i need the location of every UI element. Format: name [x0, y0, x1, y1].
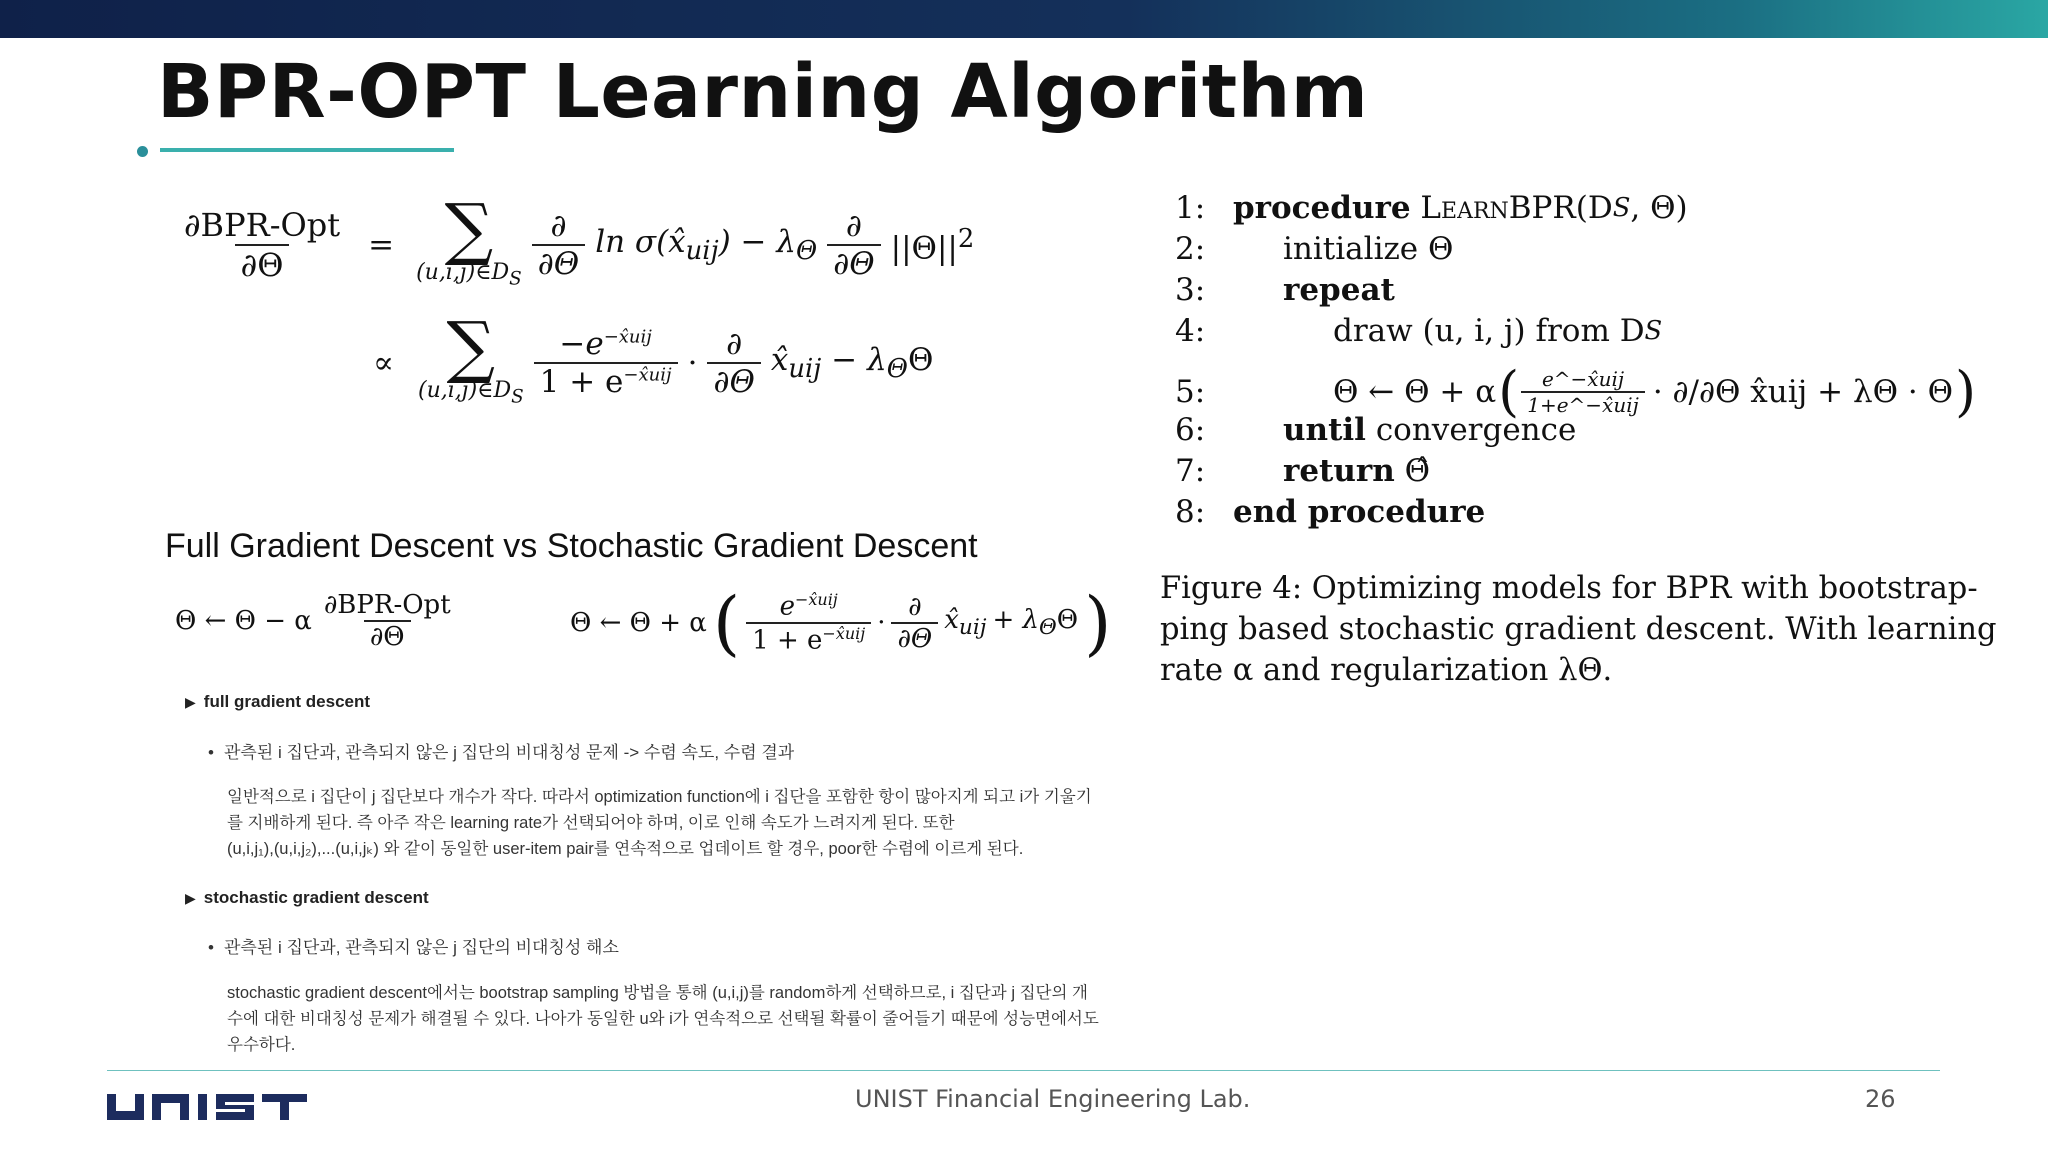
- theta-tail: Θ: [907, 341, 934, 378]
- partial-num-3: ∂: [726, 325, 743, 362]
- sgd-num-sup: −x̂uij: [794, 590, 838, 610]
- partial-den-3: ∂Θ: [707, 362, 760, 400]
- sgd-tail: [993, 605, 1079, 640]
- algo-num-5: 5:: [1175, 373, 1206, 410]
- algo-line-4: [1175, 313, 1662, 349]
- algo-num-6: 6:: [1175, 412, 1206, 448]
- footer-divider: [107, 1070, 1940, 1071]
- sgd-tail-theta: Θ: [1056, 605, 1079, 636]
- figure-caption: [1160, 568, 1997, 691]
- full-update-num: ∂BPR-Opt: [323, 590, 451, 620]
- full-gd-paragraph: [227, 784, 1187, 862]
- algo-line-2: [1175, 231, 1453, 267]
- algo-num-3: 3:: [1175, 272, 1206, 308]
- sgd-x-sub: uij: [958, 615, 987, 641]
- algo-line-6: [1175, 412, 1576, 448]
- x-hat-term: [771, 342, 821, 384]
- sgd-partial-den: ∂Θ: [891, 622, 938, 654]
- sum-index-sub: S: [509, 268, 522, 290]
- sgd-dot: ·: [877, 608, 886, 638]
- title-underline: [160, 148, 454, 152]
- algo-draw-sub: S: [1644, 316, 1663, 346]
- gradient-equation: [178, 190, 1078, 440]
- sgd-point: [208, 933, 619, 958]
- sum-index: (u,i,j)∈D: [416, 260, 510, 285]
- sgd-partial-num: ∂: [908, 592, 922, 622]
- algo-update-lhs: Θ ← Θ + α: [1333, 373, 1497, 410]
- norm-sup: 2: [957, 223, 975, 254]
- sgd-x-hat: [944, 605, 986, 640]
- sgd-para-line-3: 우수하다.: [227, 1036, 296, 1054]
- minus-lambda: ) − λ: [718, 223, 797, 260]
- full-gd-label: full gradient descent: [203, 692, 371, 711]
- dot-bullet-icon: •: [208, 743, 214, 762]
- sgd-fraction: [746, 590, 871, 655]
- lambda-tail: [831, 342, 933, 384]
- algo-update-tail: · ∂/∂Θ x̂uij + λΘ · Θ: [1652, 373, 1953, 410]
- algo-num-7: 7:: [1175, 453, 1206, 489]
- caption-line-2: ping based stochastic gradient descent. With learning: [1160, 612, 1997, 647]
- sig-num-sup: −x̂uij: [603, 326, 652, 348]
- page-number: 26: [1865, 1085, 1896, 1113]
- partial-den: ∂Θ: [532, 244, 585, 282]
- algo-line-7: [1175, 453, 1430, 489]
- sgd-para-line-2: 수에 대한 비대칭성 문제가 해결될 수 있다. 나아가 동일한 u와 i가 연속적으로 선택될 확률이 줄어들기 때문에 성능면에서도: [227, 1010, 1099, 1028]
- partial-fraction-1: [532, 208, 585, 282]
- lhs-fraction: [178, 206, 346, 284]
- x-hat-sub: uij: [788, 353, 822, 384]
- full-gd-update-rule: [175, 590, 457, 652]
- triangle-bullet-icon: ▶: [185, 694, 196, 710]
- sig-den-sup: −x̂uij: [623, 364, 672, 386]
- sgd-tail-sub: Θ: [1039, 615, 1057, 641]
- sum-operator-1: ∑ $(u,i,j)\in D_S$: [416, 190, 522, 290]
- algo-update-fraction: [1521, 367, 1645, 417]
- full-gd-para-line-3: (u,i,j₁),(u,i,j₂),...(u,i,jₖ) 와 같이 동일한 user-item pair를 연속적으로 업데이트 할 경우, poor한 수렴에 이르게 된다.: [227, 840, 1024, 858]
- dot-op: ·: [687, 344, 698, 381]
- caption-line-1: Figure 4: Optimizing models for BPR with bootstrap-: [1160, 571, 1978, 606]
- proportional-sign: ∝: [373, 344, 394, 381]
- algo-num-1: 1:: [1175, 190, 1206, 226]
- norm-term: [891, 224, 975, 266]
- sgd-num: e: [779, 592, 795, 622]
- unist-logo: [107, 1090, 312, 1127]
- algo-num-2: 2:: [1175, 231, 1206, 267]
- algo-kw-return: return: [1283, 453, 1395, 489]
- full-update-den: ∂Θ: [364, 620, 411, 652]
- ln-sigma-text: ln σ(x̂: [595, 223, 686, 260]
- right-paren: ): [1084, 582, 1112, 664]
- sgd-tail-text: + λ: [992, 605, 1040, 636]
- reg-partial-num: ∂: [845, 207, 862, 244]
- full-update-lhs: Θ ← Θ − α: [175, 606, 312, 636]
- footer-lab-name: UNIST Financial Engineering Lab.: [855, 1085, 1251, 1113]
- sgd-den-sup: −x̂uij: [822, 624, 866, 643]
- algo-proc-args: , Θ): [1630, 190, 1688, 226]
- sgd-label: stochastic gradient descent: [203, 888, 429, 907]
- triangle-bullet-icon: ▶: [185, 890, 196, 906]
- sgd-update-rule: [570, 582, 1112, 664]
- slide-title: BPR-OPT Learning Algorithm: [157, 49, 1369, 135]
- algo-line-5: 5: Θ ← Θ + α ( $\frac{\text{e\textasciicircum{}−x̂uij}}{\text{1+e\textasciicircum{}−x̂uij}}$ · ∂/∂Θ x̂uij + λΘ · Θ ): [1175, 360, 1977, 423]
- sgd-update-lhs: Θ ← Θ + α: [570, 608, 707, 638]
- sgd-para-line-1: stochastic gradient descent에서는 bootstrap sampling 방법을 통해 (u,i,j)를 random하게 선택하므로, i 집단과 j 집단의 개: [227, 984, 1088, 1002]
- sum-index-2: (u,i,j)∈D: [417, 378, 512, 403]
- lambda-tail-text: − λ: [831, 341, 887, 378]
- sgd-paragraph: [227, 980, 1187, 1058]
- norm-text: ||Θ||: [890, 229, 958, 266]
- algo-frac-num: e^−x̂uij: [1541, 366, 1625, 391]
- full-gd-point-text: 관측된 i 집단과, 관측되지 않은 j 집단의 비대칭성 문제 -> 수렴 속도, 수렴 결과: [223, 743, 795, 762]
- top-banner: [0, 0, 2048, 38]
- ln-sigma-term: [595, 224, 817, 266]
- sgd-den: 1 + e: [752, 625, 823, 656]
- dot-bullet-icon: •: [208, 938, 214, 957]
- full-gd-heading: [185, 692, 370, 712]
- sig-den: 1 + e: [539, 363, 624, 400]
- ln-sigma-sub: uij: [685, 235, 719, 266]
- lhs-denominator: ∂Θ: [235, 244, 290, 284]
- sum-operator-2: ∑ $(u,i,j)\in D_S$: [417, 308, 524, 408]
- sum-index-sub-2: S: [511, 386, 524, 408]
- algo-line-3: [1175, 272, 1395, 308]
- lambda-sub: Θ: [796, 235, 818, 266]
- algo-convergence: convergence: [1375, 412, 1577, 448]
- left-paren: (: [712, 582, 741, 664]
- reg-partial-den: ∂Θ: [827, 244, 880, 282]
- lambda-tail-sub: Θ: [886, 353, 908, 384]
- algo-kw-repeat: repeat: [1283, 272, 1395, 308]
- algo-kw-procedure: procedure: [1233, 190, 1411, 226]
- lhs-numerator: ∂BPR-Opt: [184, 205, 341, 244]
- sigmoid-derivative-fraction: [534, 326, 678, 400]
- title-bullet-dot: [137, 146, 148, 157]
- partial-fraction-3: [707, 326, 760, 400]
- algo-return-value: Θ̂: [1404, 453, 1431, 489]
- full-update-fraction: [318, 590, 457, 652]
- algo-num-4: 4:: [1175, 313, 1206, 349]
- algo-line-1: [1175, 190, 1688, 226]
- algo-frac-den: 1+e^−x̂uij: [1521, 391, 1645, 417]
- full-gd-para-line-2: 를 지배하게 된다. 즉 아주 작은 learning rate가 선택되어야 하며, 이로 인해 속도가 느려지게 된다. 또한: [227, 814, 955, 832]
- section-heading: Full Gradient Descent vs Stochastic Gradient Descent: [165, 527, 978, 565]
- partial-num: ∂: [550, 207, 567, 244]
- sig-num: −e: [559, 325, 604, 362]
- algo-num-8: 8:: [1175, 494, 1206, 530]
- algo-draw: draw (u, i, j) from D: [1333, 313, 1645, 349]
- gradient-row-2: [373, 308, 934, 408]
- algo-proc-sub: S: [1612, 193, 1631, 223]
- sgd-x: x̂: [944, 605, 959, 636]
- equals-sign: =: [368, 226, 395, 263]
- algo-kw-end-procedure: end procedure: [1233, 494, 1486, 530]
- sgd-point-text: 관측된 i 집단과, 관측되지 않은 j 집단의 비대칭성 해소: [223, 938, 619, 957]
- caption-line-3: rate α and regularization λΘ.: [1160, 653, 1613, 688]
- gradient-row-1: [178, 190, 975, 290]
- partial-fraction-2: [827, 208, 880, 282]
- sgd-partial: [891, 592, 938, 654]
- algo-kw-until: until: [1283, 412, 1366, 448]
- x-hat: x̂: [770, 341, 789, 378]
- full-gd-point: [208, 738, 794, 763]
- algo-line-8: [1175, 494, 1485, 530]
- full-gd-para-line-1: 일반적으로 i 집단이 j 집단보다 개수가 작다. 따라서 optimization function에 i 집단을 포함한 항이 많아지게 되고 i가 기울기: [227, 788, 1092, 806]
- sgd-heading: [185, 888, 429, 908]
- algo-initialize: initialize Θ: [1283, 231, 1454, 267]
- algo-proc-name: LearnBPR(D: [1420, 190, 1613, 226]
